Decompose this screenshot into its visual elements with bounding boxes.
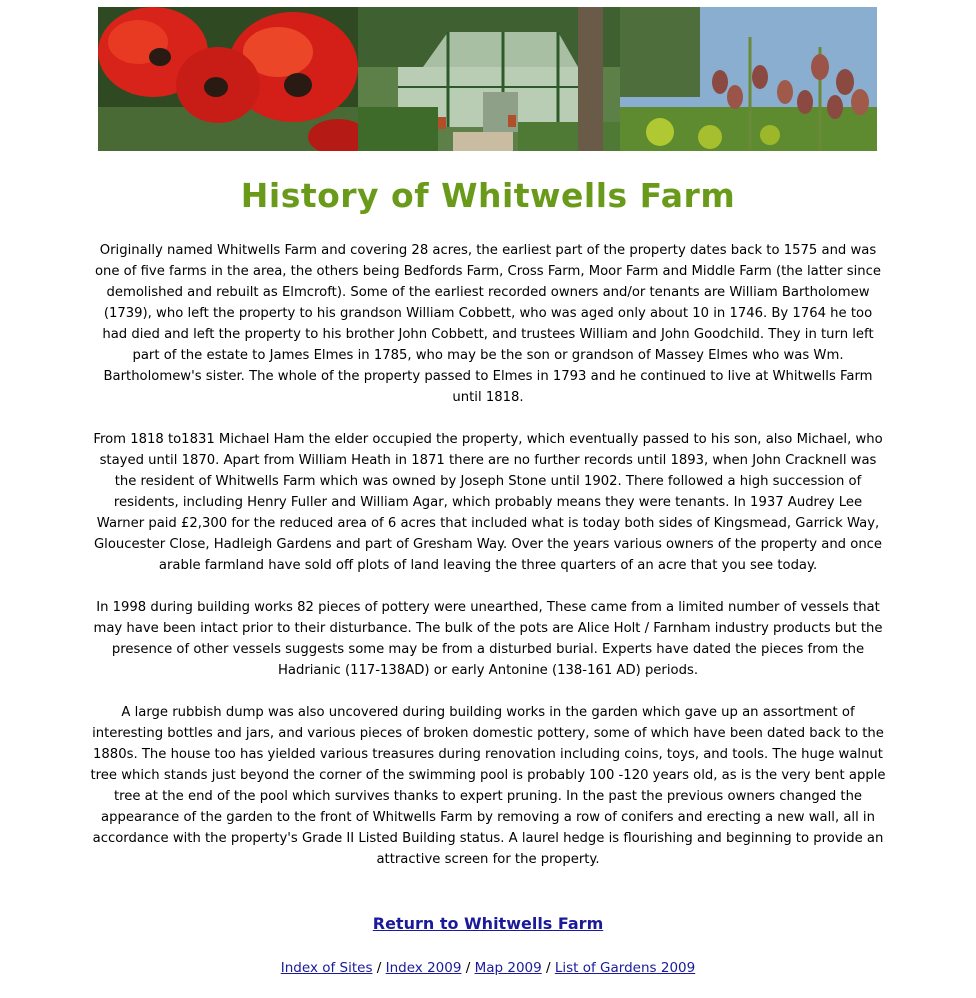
article-body [90, 240, 886, 891]
return-link-container [0, 914, 976, 933]
index-of-sites-link[interactable]: Index of Sites [280, 960, 373, 976]
index-2009-link[interactable]: Index 2009 [385, 960, 462, 976]
return-to-whitwells-farm-link[interactable]: Return to Whitwells Farm [372, 914, 604, 933]
footer-separator: / [541, 960, 555, 976]
list-of-gardens-2009-link[interactable]: List of Gardens 2009 [554, 960, 696, 976]
poppies-photo [98, 7, 358, 151]
paragraph-garden: A large rubbish dump was also uncovered during building works in the garden which gave up an assortment of interesting bottles and jars, and various pieces of broken domestic pottery, some of which have been dated back to the 1880s. The house too has yielded various treasures during renovation including coins, toys, and tools. The huge walnut tree which stands just beyond the corner of the swimming pool is probably 100 -120 years old, as is the very bent apple tree at the end of the pool which survives thanks to expert pruning. In the past the previous owners changed the appearance of the garden to the front of Whitwells Farm by removing a row of conifers and erecting a new wall, all in accordance with the property's Grade II Listed Building status. A laurel hedge is flourishing and beginning to provide an attractive screen for the property. [90, 705, 886, 867]
allium-flowers-photo [620, 7, 877, 151]
footer-nav [0, 960, 976, 976]
page-title: History of Whitwells Farm [240, 176, 736, 215]
paragraph-origins: Originally named Whitwells Farm and covering 28 acres, the earliest part of the property dates back to 1575 and was one of five farms in the area, the others being Bedfords Farm, Cross Farm, Moor Farm and Middle Farm (the latter since demolished and rebuilt as Elmcroft). Some of the earliest recorded owners and/or tenants are William Bartholomew (1739), who left the property to his grandson William Cobbett, who was aged only about 10 in 1746. By 1764 he too had died and left the property to his brother John Cobbett, and trustees William and John Goodchild. They in turn left part of the estate to James Elmes in 1785, who may be the son or grandson of Massey Elmes who was Wm. Bartholomew's sister. The whole of the property passed to Elmes in 1793 and he continued to live at Whitwells Farm until 1818. [94, 243, 882, 405]
greenhouse-photo [358, 7, 620, 151]
footer-separator: / [372, 960, 386, 976]
paragraph-residents: From 1818 to1831 Michael Ham the elder occupied the property, which eventually passed to his son, also Michael, who stayed until 1870. Apart from William Heath in 1871 there are no further records until 1893, when John Cracknell was the resident of Whitwells Farm which was owned by Joseph Stone until 1902. There followed a high succession of residents, including Henry Fuller and William Agar, which probably means they were tenants. In 1937 Audrey Lee Warner paid £2,300 for the reduced area of 6 acres that included what is today both sides of Kingsmead, Garrick Way, Gloucester Close, Hadleigh Gardens and part of Gresham Way. Over the years various owners of the property and once arable farmland have sold off plots of land leaving the three quarters of an acre that you see today. [93, 432, 883, 573]
header-banner [98, 7, 877, 151]
footer-separator: / [461, 960, 475, 976]
paragraph-pottery: In 1998 during building works 82 pieces of pottery were unearthed, These came from a limited number of vessels that may have been intact prior to their disturbance. The bulk of the pots are Alice Holt / Farnham industry products but the presence of other vessels suggests some may be from a disturbed burial. Experts have dated the pieces from the Hadrianic (117-138AD) or early Antonine (138-161 AD) periods. [93, 600, 883, 678]
map-2009-link[interactable]: Map 2009 [474, 960, 542, 976]
